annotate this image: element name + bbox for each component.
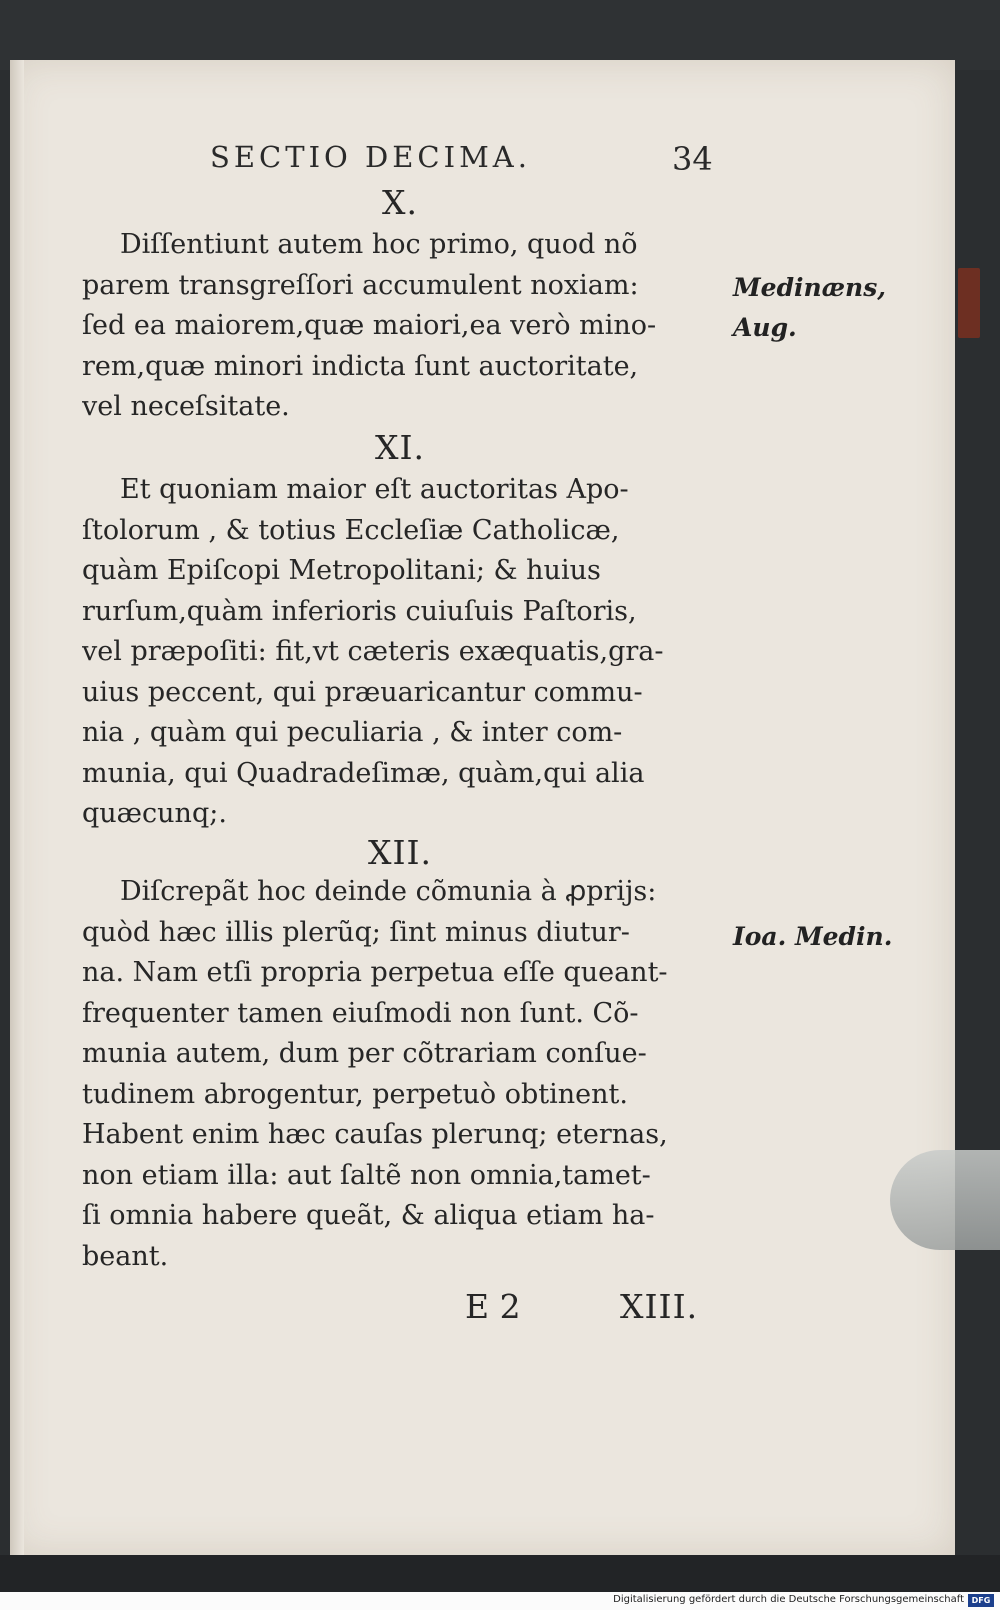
- text-line: uius peccent, qui præuaricantur commu-: [82, 676, 643, 708]
- text-line: Et quoniam maior eſt auctoritas Apo-: [120, 474, 629, 505]
- page-clip: [890, 1150, 1000, 1250]
- section-number-x: X.: [382, 183, 418, 222]
- scan-background-bottom: [0, 1555, 1000, 1595]
- text-line: parem transgreſſori accumulent noxiam:: [82, 269, 639, 301]
- margin-note-ioa-medin: Ioa. Medin.: [733, 922, 893, 951]
- text-line: tudinem abrogentur, perpetuò obtinent.: [82, 1078, 628, 1110]
- text-line: na. Nam etſi propria perpetua eſſe queant-: [82, 957, 668, 988]
- text-line: quàm Epiſcopi Metropolitani; & huius: [82, 555, 601, 586]
- text-line: vel neceſsitate.: [82, 391, 290, 422]
- text-line: ſi omnia habere queãt, & aliqua etiam ha-: [82, 1200, 655, 1231]
- text-line: quæcunq;.: [82, 798, 227, 829]
- text-line: munia, qui Quadradeſimæ, quàm,qui alia: [82, 757, 645, 789]
- text-line: quòd hæc illis plerũq; ſint minus diutur-: [82, 916, 630, 948]
- catchword: XIII.: [620, 1287, 699, 1326]
- text-line: Habent enim hæc cauſas plerunq; eternas,: [82, 1119, 668, 1150]
- margin-note-medinaens: Medinæns,: [733, 273, 886, 302]
- paragraph-xii: [82, 872, 722, 1277]
- page-gutter: [10, 60, 24, 1555]
- signature-mark: E 2: [465, 1287, 521, 1326]
- text-line: rem,quæ minori indicta ſunt auctoritate,: [82, 350, 639, 382]
- dfg-logo-icon: DFG: [968, 1594, 994, 1607]
- text-line: vel præpoſiti: fit,vt cæteris exæquatis,gra-: [82, 636, 664, 667]
- running-head: [200, 140, 730, 180]
- text-line: beant.: [82, 1240, 169, 1272]
- page-number: 34: [672, 140, 713, 178]
- footer-credit: Digitalisierung gefördert durch die Deutsche Forschungsgemeinschaft: [613, 1594, 964, 1605]
- text-line: Diſſentiunt autem hoc primo, quod nõ: [120, 229, 638, 260]
- book-ribbon-tab: [958, 268, 980, 338]
- text-line: Diſcrepãt hoc deinde cõmunia à ꝓprijs:: [120, 876, 657, 907]
- text-line: munia autem, dum per cõtrariam conſue-: [82, 1038, 647, 1069]
- section-number-xi: XI.: [374, 428, 426, 467]
- text-line: frequenter tamen eiuſmodi non ſunt. Cõ-: [82, 997, 639, 1029]
- text-line: ſed ea maiorem,quæ maiori,ea verò mino-: [82, 310, 657, 341]
- running-head-title: SECTIO DECIMA.: [210, 140, 531, 174]
- section-number-xii: XII.: [367, 833, 433, 872]
- paragraph-xi: [82, 470, 722, 835]
- text-line: ſtolorum , & totius Eccleſiæ Catholicæ,: [82, 514, 620, 546]
- text-line: nia , quàm qui peculiaria , & inter com-: [82, 717, 623, 748]
- paragraph-x: [82, 225, 722, 428]
- text-line: rurſum,quàm inferioris cuiuſuis Paſtoris,: [82, 595, 637, 627]
- text-line: non etiam illa: aut ſaltẽ non omnia,tamet-: [82, 1159, 651, 1191]
- margin-note-aug: Aug.: [733, 313, 797, 342]
